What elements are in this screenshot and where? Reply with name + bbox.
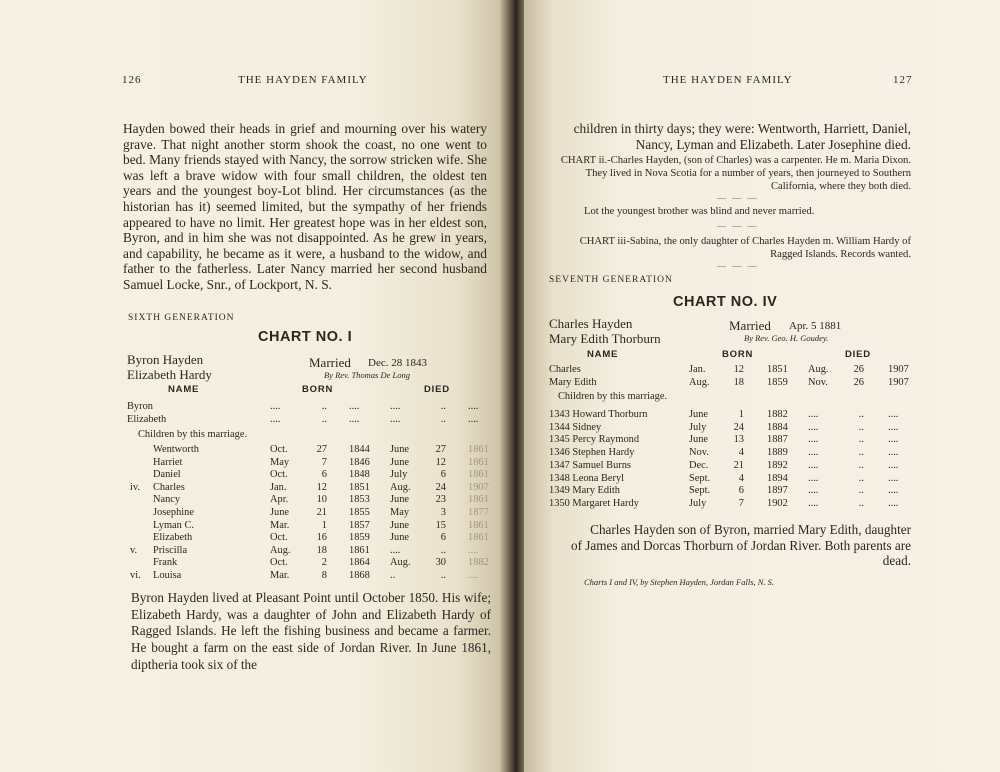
birth-month: Oct. [270, 469, 288, 481]
birth-day: 6 [738, 485, 744, 497]
couple-wife: Elizabeth Hardy [127, 367, 212, 382]
divider-2: — — — [717, 221, 759, 231]
person-name: Charles [549, 364, 581, 375]
death-day: 6 [440, 469, 446, 481]
death-month: .... [808, 497, 819, 509]
birth-month: .... [270, 401, 281, 412]
birth-day: 21 [733, 459, 744, 471]
birth-day: 18 [316, 544, 327, 556]
death-month: .... [808, 472, 819, 484]
table-row [0, 363, 1000, 376]
married-label: Married [309, 355, 351, 370]
death-day: .. [858, 497, 864, 509]
married-label-right: Married [729, 318, 771, 333]
col-died-right: DIED [845, 349, 871, 360]
birth-month: Jan. [270, 481, 287, 493]
chart-ii-note: CHART ii.-Charles Hayden, (son of Charles) was a carpenter. He m. Maria Dixon. They lived in Nova Scotia for a number of years, then journeyed to Southern California, where they both died. [560, 155, 911, 192]
birth-month: Oct. [270, 444, 288, 455]
birth-year: 1864 [349, 557, 370, 569]
col-born: BORN [302, 384, 334, 395]
death-day: 26 [853, 377, 864, 388]
birth-year: 1844 [349, 444, 370, 455]
generation-numeral: v. [130, 544, 138, 556]
death-year: .... [888, 409, 899, 420]
death-month: .... [808, 409, 819, 420]
birth-day: 7 [738, 497, 744, 509]
married-date: Dec. 28 1843 [368, 357, 427, 369]
death-month: June [390, 444, 410, 455]
death-month: .. [390, 570, 396, 581]
birth-year: 1855 [349, 507, 370, 518]
death-month: .... [390, 414, 401, 425]
death-year: 1861 [468, 469, 489, 481]
children-label: Children by this marriage. [138, 429, 248, 440]
birth-month: July [689, 497, 707, 509]
death-month: June [390, 456, 410, 468]
running-head: THE HAYDEN FAMILY [238, 74, 368, 86]
death-year: .... [468, 570, 479, 581]
death-day: 24 [435, 481, 446, 493]
divider-3: — — — [717, 261, 759, 271]
birth-day: 27 [316, 444, 327, 455]
death-year: .... [888, 434, 899, 446]
death-month: .... [808, 421, 819, 433]
death-month: .... [808, 459, 819, 471]
chart-iii-note: CHART iii-Sabina, the only daughter of Charles Hayden m. William Hardy of Ragged Islands. Records wanted. [579, 236, 911, 260]
birth-year: 1859 [767, 377, 788, 388]
birth-month: Nov. [689, 447, 709, 459]
table-row [0, 421, 1000, 434]
death-year: .... [888, 447, 899, 459]
death-day: 27 [435, 444, 446, 455]
bottom-paragraph: Byron Hayden lived at Pleasant Point until October 1850. His wife; Elizabeth Hardy, was a daughter of John and Elizabeth Hardy of Ragged Islands. He left the fishing business and became a farmer. He bought a farm on the east side of Jordan River. In June 1861, diptheria took six of the [131, 590, 491, 672]
death-day: .. [858, 459, 864, 471]
birth-month: June [689, 434, 709, 446]
top-paragraph-right: children in thirty days; they were: Wentworth, Harriett, Daniel, Nancy, Lyman and Elizabeth. Later Josephine died. [573, 121, 911, 152]
birth-day: 4 [738, 447, 744, 459]
person-name: Priscilla [153, 544, 188, 556]
table-row [0, 408, 1000, 421]
officiant-right: By Rev. Geo. H. Goudey. [744, 333, 829, 343]
birth-year: 1851 [767, 364, 788, 375]
person-name: Josephine [153, 507, 194, 518]
birth-year: 1868 [349, 570, 370, 581]
death-month: .... [390, 401, 401, 412]
col-died: DIED [424, 384, 450, 395]
birth-month: June [689, 409, 709, 420]
birth-month: Oct. [270, 532, 288, 544]
person-name: Lyman C. [153, 519, 194, 531]
table-row [0, 446, 1000, 459]
table-row [0, 472, 1000, 485]
person-name: Wentworth [153, 444, 199, 455]
death-year: .... [888, 459, 899, 471]
table-row [0, 484, 1000, 497]
death-month: June [390, 494, 410, 506]
col-name-right: NAME [587, 349, 619, 360]
birth-year: .... [349, 414, 360, 425]
birth-year: .... [349, 401, 360, 412]
generation-numeral: iv. [130, 481, 141, 493]
person-name: Byron [127, 401, 153, 412]
bottom-paragraph-right: Charles Hayden son of Byron, married Mary Edith, daughter of James and Dorcas Thorburn of Jordan River. Both parents are dead. [571, 522, 911, 569]
birth-month: Mar. [270, 519, 290, 531]
birth-day: 21 [316, 507, 327, 518]
officiant: By Rev. Thomas De Long [324, 370, 411, 380]
section-label-right: SEVENTH GENERATION [549, 275, 673, 285]
death-day: .. [440, 414, 446, 425]
death-month: .... [808, 485, 819, 497]
person-name: 1345 Percy Raymond [549, 434, 640, 446]
person-name: 1343 Howard Thorburn [549, 409, 648, 420]
person-name: Nancy [153, 494, 181, 506]
couple-husband-right: Charles Hayden [549, 316, 633, 331]
person-name: Mary Edith [549, 377, 597, 388]
death-month: Nov. [808, 377, 828, 388]
birth-year: 1853 [349, 494, 370, 506]
person-name: 1346 Stephen Hardy [549, 447, 635, 459]
death-month: July [390, 469, 408, 481]
death-month: Aug. [390, 481, 411, 493]
birth-year: 1897 [767, 485, 788, 497]
col-name: NAME [168, 384, 200, 395]
death-day: .. [858, 485, 864, 497]
death-year: 1861 [468, 444, 489, 455]
death-year: 1861 [468, 456, 489, 468]
person-name: Harriet [153, 456, 183, 468]
death-day: .. [858, 447, 864, 459]
death-year: .... [888, 472, 899, 484]
birth-year: 1851 [349, 481, 370, 493]
death-year: 1907 [468, 481, 489, 493]
birth-day: 18 [733, 377, 744, 388]
page-number: 126 [122, 74, 142, 86]
person-name: 1349 Mary Edith [549, 485, 620, 497]
birth-day: 4 [738, 472, 744, 484]
death-day: 12 [435, 456, 446, 468]
death-day: 30 [435, 557, 446, 569]
death-month: .... [808, 434, 819, 446]
birth-year: 1882 [767, 409, 788, 420]
birth-month: Mar. [270, 570, 290, 581]
birth-day: 13 [733, 434, 744, 446]
death-year: .... [888, 421, 899, 433]
birth-month: Aug. [689, 377, 710, 388]
married-date-right: Apr. 5 1881 [789, 320, 842, 332]
death-year: .... [468, 544, 479, 556]
birth-month: May [270, 456, 290, 468]
birth-day: 1 [321, 519, 327, 531]
birth-month: Oct. [270, 557, 288, 569]
person-name: Elizabeth [127, 414, 167, 425]
death-month: .... [390, 544, 401, 556]
death-year: 1861 [468, 494, 489, 506]
table-row [0, 433, 1000, 446]
death-month: June [390, 532, 410, 544]
death-day: .. [858, 434, 864, 446]
chart-title-right: CHART NO. IV [673, 294, 778, 310]
death-month: Aug. [808, 364, 829, 375]
birth-day: 24 [733, 421, 744, 433]
birth-day: .. [321, 414, 327, 425]
couple-husband: Byron Hayden [127, 352, 204, 367]
birth-day: 6 [321, 469, 327, 481]
death-year: .... [888, 485, 899, 497]
person-name: Charles [153, 481, 185, 493]
death-year: 1907 [888, 377, 909, 388]
person-name: 1347 Samuel Burns [549, 459, 631, 471]
top-paragraph: Hayden bowed their heads in grief and mourning over his watery grave. That night another storm shook the coast, no one went to bed. Many friends stayed with Nancy, the sorrow stricken wife. She was left a brave widow with four small children, the oldest ten years and the youngest boy-Lot blind. Her circumstances (as the historian has it) seemed limited, but the sympathy of her friends appeared to have no limit. Her greatest hope was in her eldest son, Byron, and in him she was not disappointed. As he grew in years, and capability, he became as it were, a husband to the widow, and father to the fatherless. Later Nancy married her second husband Samuel Locke, Snr., of Lockport, N. S. [123, 121, 487, 292]
birth-month: July [689, 421, 707, 433]
birth-year: 1846 [349, 456, 370, 468]
death-month: .... [808, 447, 819, 459]
generation-numeral: vi. [130, 570, 141, 581]
birth-year: 1859 [349, 532, 370, 544]
death-year: 1882 [468, 557, 489, 569]
lot-note: Lot the youngest brother was blind and never married. [584, 206, 815, 217]
death-year: .... [468, 414, 479, 425]
death-year: 1861 [468, 532, 489, 544]
birth-year: 1884 [767, 421, 788, 433]
person-name: 1344 Sidney [549, 421, 602, 433]
death-day: 6 [440, 532, 446, 544]
death-day: .. [440, 544, 446, 556]
person-name: Daniel [153, 469, 181, 481]
running-head-right: THE HAYDEN FAMILY [663, 74, 793, 86]
birth-month: Apr. [270, 494, 289, 506]
table-row [0, 376, 1000, 389]
page-number-right: 127 [893, 74, 913, 86]
death-day: 3 [440, 507, 446, 518]
death-year: .... [888, 497, 899, 509]
table-row [0, 459, 1000, 472]
birth-month: Aug. [270, 544, 291, 556]
section-label: SIXTH GENERATION [128, 313, 235, 323]
birth-day: 16 [316, 532, 327, 544]
birth-day: 12 [733, 364, 744, 375]
birth-year: 1894 [767, 472, 788, 484]
death-year: 1861 [468, 519, 489, 531]
birth-year: 1887 [767, 434, 788, 446]
birth-day: 2 [321, 557, 327, 569]
death-month: May [390, 507, 410, 518]
children-label-right: Children by this marriage. [558, 391, 668, 402]
death-month: June [390, 519, 410, 531]
death-day: 26 [853, 364, 864, 375]
birth-year: 1902 [767, 497, 788, 509]
birth-year: 1892 [767, 459, 788, 471]
birth-month: Sept. [689, 485, 711, 497]
birth-year: 1848 [349, 469, 370, 481]
death-day: 15 [435, 519, 446, 531]
death-day: .. [858, 421, 864, 433]
birth-year: 1861 [349, 544, 370, 556]
person-name: Frank [153, 557, 178, 569]
birth-month: .... [270, 414, 281, 425]
person-name: 1348 Leona Beryl [549, 472, 625, 484]
birth-day: .. [321, 401, 327, 412]
person-name: Louisa [153, 570, 182, 581]
birth-day: 7 [321, 456, 327, 468]
person-name: Elizabeth [153, 532, 193, 544]
person-name: 1350 Margaret Hardy [549, 497, 639, 509]
credit-line: Charts I and IV, by Stephen Hayden, Jordan Falls, N. S. [584, 577, 775, 587]
death-day: .. [440, 401, 446, 412]
death-year: 1877 [468, 507, 489, 518]
birth-day: 12 [316, 481, 327, 493]
death-month: Aug. [390, 557, 411, 569]
birth-month: Jan. [689, 364, 706, 375]
birth-month: June [270, 507, 290, 518]
death-day: .. [440, 570, 446, 581]
death-day: .. [858, 472, 864, 484]
death-year: .... [468, 401, 479, 412]
birth-month: Sept. [689, 472, 711, 484]
death-day: 23 [435, 494, 446, 506]
birth-year: 1857 [349, 519, 370, 531]
death-year: 1907 [888, 364, 909, 375]
death-day: .. [858, 409, 864, 420]
birth-day: 1 [738, 409, 744, 420]
table-row [0, 497, 1000, 510]
birth-day: 10 [316, 494, 327, 506]
col-born-right: BORN [722, 349, 754, 360]
birth-year: 1889 [767, 447, 788, 459]
birth-month: Dec. [689, 459, 709, 471]
couple-wife-right: Mary Edith Thorburn [549, 331, 661, 346]
chart-title: CHART NO. I [258, 329, 353, 345]
divider-1: — — — [717, 193, 759, 203]
birth-day: 8 [321, 570, 327, 581]
